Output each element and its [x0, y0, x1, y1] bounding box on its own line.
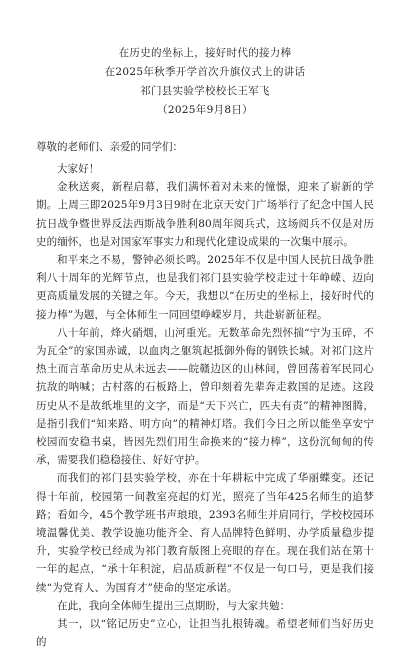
speech-body	[36, 138, 374, 651]
paragraph-expectations-intro: 在此，我向全体师生提出三点期盼，与大家共勉：	[57, 599, 291, 612]
paragraph-history: 八十年前，烽火硝烟，山河重光。无数革命先烈怀揣“宁为玉碎，不为瓦全”的家国赤诚，以血肉之躯筑起抵御外侮的钢铁长城。对祁门这片热土而言革命历史从未远去——皖赣边区的山林间，曾回荡着军民同心抗敌的呐喊；古村落的石板路上，曾印刻着先辈奔走救国的足迹。这段历史从不是故纸堆里的文字，而是“天下兴亡，匹夫有责”的精神图腾，是指引我们“知来路、明方向”的精神灯塔。我们今日之所以能坐享安宁校园而安稳书桌，皆因先烈们用生命换来的“接力棒”，这份沉甸甸的传承，需要我们稳稳接住、好好守护。	[36, 326, 374, 467]
speech-header	[0, 44, 410, 120]
speech-title: 在历史的坐标上，接好时代的接力棒	[118, 47, 292, 59]
paragraph-opening: 金秋送爽，新程启幕，我们满怀着对未来的憧憬，迎来了崭新的学期。上周三即2025年9月3日9时在北京天安门广场举行了纪念中国人民抗日战争暨世界反法西斯战争胜利80周年阅兵式，这场阅兵不仅是对历史的缅怀，也是对国家军事实力和现代化建设成果的一次集中展示。	[36, 181, 374, 248]
paragraph-school: 而我们的祁门县实验学校，亦在十年耕耘中完成了华丽蝶变。还记得十年前，校园第一间教室亮起的灯光，照亮了当年425名师生的追梦路；看如今，45个教学班书声琅琅，2393名师生并肩同行，学校校园环境温馨优美、教学设施功能齐全、育人品牌特色鲜明、办学质量稳步提升，实验学校已经成为祁门教育版图上亮眼的存在。现在我们站在第十一年的起点，“承十年积淀，启品质新程”不仅是一句口号，更是我们接续“为党育人、为国育才”使命的坚定承诺。	[36, 472, 374, 594]
speech-date: （2025年9月8日）	[157, 104, 253, 116]
speaker-name: 祁门县实验学校校长王军飞	[140, 85, 270, 97]
speech-occasion: 在2025年秋季开学首次升旗仪式上的讲话	[104, 66, 306, 78]
salutation: 尊敬的老师们、亲爱的同学们：	[36, 141, 183, 153]
paragraph-expectation-one: 其一，以“铭记历史”立心，让担当扎根铸魂。希望老师们当好历史的	[36, 618, 374, 649]
paragraph-peace: 和平来之不易，警钟必须长鸣。2025年不仅是中国人民抗日战争胜利八十周年的光辉节点，也是我们祁门县实验学校走过十年峥嵘、迈向更高质量发展的关键之年。今天，我想以“在历史的坐标上，接好时代的接力棒”为题，与全体师生一同回望峥嵘岁月，共赴崭新征程。	[36, 254, 374, 321]
paragraph-greeting: 大家好！	[57, 163, 100, 175]
